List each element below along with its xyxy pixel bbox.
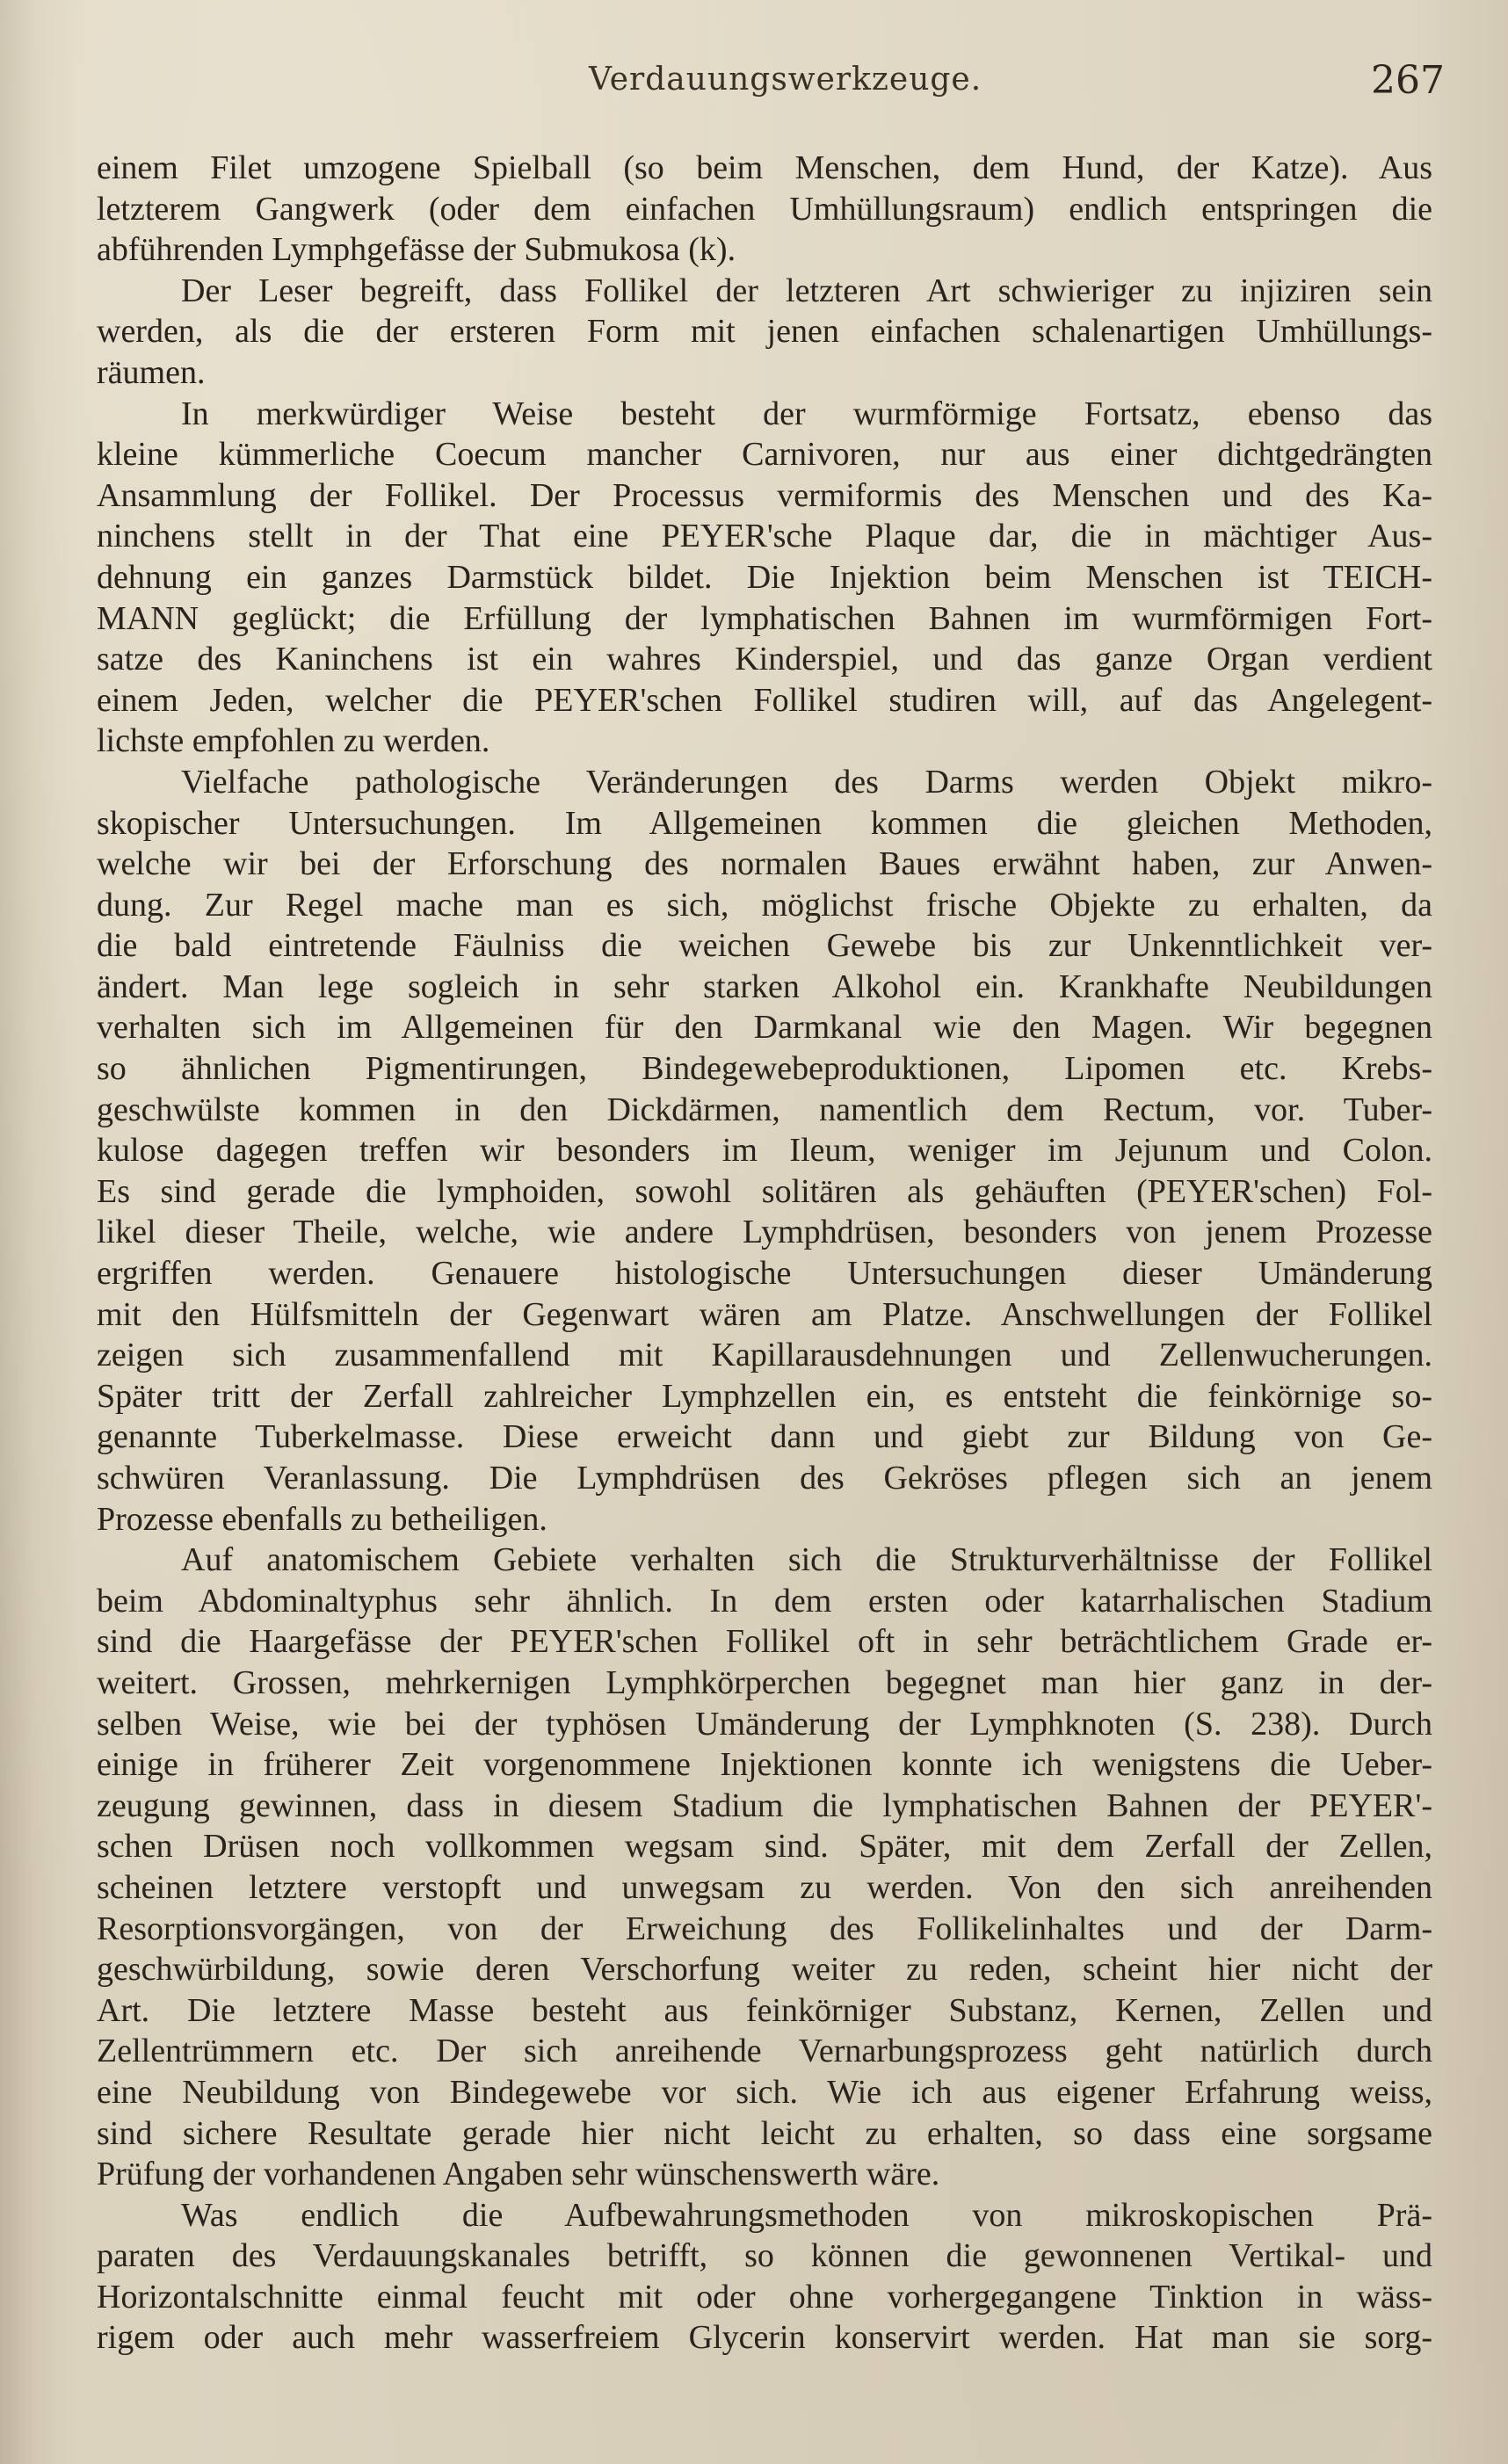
text-line: ninchens stellt in der That eine PEYER'sche Plaque dar, die in mächtiger Aus-: [97, 518, 1432, 555]
text-line: sind sichere Resultate gerade hier nicht leicht zu erhalten, so dass eine sorgsame: [97, 2114, 1432, 2152]
text-line: räumen.: [97, 353, 206, 391]
text-line: mit den Hülfsmitteln der Gegenwart wären am Platze. Anschwellungen der Follikel: [97, 1295, 1432, 1333]
text-line: rigem oder auch mehr wasserfreiem Glycerin konservirt werden. Hat man sie sorg-: [97, 2319, 1432, 2357]
text-line: Resorptionsvorgängen, von der Erweichung des Follikelinhaltes und der Darm-: [97, 1910, 1432, 1947]
text-line: Was endlich die Aufbewahrungsmethoden von mikroskopischen Prä-: [181, 2196, 1432, 2234]
text-line: Zellentrümmern etc. Der sich anreihende Vernarbungsprozess geht natürlich durch: [97, 2033, 1432, 2070]
text-line: dehnung ein ganzes Darmstück bildet. Die Injektion beim Menschen ist TEICH-: [97, 558, 1432, 596]
body-text: [97, 148, 1432, 2359]
text-line: beim Abdominaltyphus sehr ähnlich. In dem ersten oder katarrhalischen Stadium: [97, 1582, 1432, 1620]
text-line: Auf anatomischem Gebiete verhalten sich die Strukturverhältnisse der Follikel: [181, 1541, 1432, 1579]
text-line: werden, als die der ersteren Form mit jenen einfachen schalenartigen Umhüllungs-: [97, 313, 1432, 351]
text-line: welche wir bei der Erforschung des normalen Baues erwähnt haben, zur Anwen-: [97, 845, 1432, 883]
text-line: Später tritt der Zerfall zahlreicher Lymphzellen ein, es entsteht die feinkörnige so-: [97, 1377, 1432, 1415]
text-line: so ähnlichen Pigmentirungen, Bindegewebeproduktionen, Lipomen etc. Krebs-: [97, 1050, 1432, 1088]
text-line: einige in früherer Zeit vorgenommene Injektionen konnte ich wenigstens die Ueber-: [97, 1746, 1432, 1784]
text-line: Vielfache pathologische Veränderungen des Darms werden Objekt mikro-: [181, 763, 1432, 801]
text-line: scheinen letztere verstopft und unwegsam zu werden. Von den sich anreihenden: [97, 1868, 1432, 1906]
text-line: Prozesse ebenfalls zu betheiligen.: [97, 1500, 547, 1538]
page-header: [0, 58, 1508, 114]
running-head: Verdauungswerkzeuge.: [589, 62, 982, 98]
text-line: Prüfung der vorhandenen Angaben sehr wünschenswerth wäre.: [97, 2156, 940, 2193]
page-number: 267: [1371, 58, 1445, 103]
text-line: dung. Zur Regel mache man es sich, möglichst frische Objekte zu erhalten, da: [97, 886, 1432, 924]
text-line: letzterem Gangwerk (oder dem einfachen Umhüllungsraum) endlich entspringen die: [97, 190, 1432, 228]
text-line: genannte Tuberkelmasse. Diese erweicht dann und giebt zur Bildung von Ge-: [97, 1418, 1432, 1456]
text-line: Der Leser begreift, dass Follikel der letzteren Art schwieriger zu injiziren sein: [181, 272, 1432, 309]
text-line: Horizontalschnitte einmal feucht mit oder ohne vorhergegangene Tinktion in wäss-: [97, 2278, 1432, 2315]
text-line: likel dieser Theile, welche, wie andere Lymphdrüsen, besonders von jenem Prozesse: [97, 1214, 1432, 1251]
text-line: In merkwürdiger Weise besteht der wurmförmige Fortsatz, ebenso das: [181, 395, 1432, 432]
text-line: paraten des Verdauungskanales betrifft, so können die gewonnenen Vertikal- und: [97, 2237, 1432, 2275]
text-line: eine Neubildung von Bindegewebe vor sich. Wie ich aus eigener Erfahrung weiss,: [97, 2073, 1432, 2111]
text-line: einem Jeden, welcher die PEYER'schen Follikel studiren will, auf das Angelegent-: [97, 681, 1432, 719]
text-line: kleine kümmerliche Coecum mancher Carnivoren, nur aus einer dichtgedrängten: [97, 436, 1432, 474]
text-line: verhalten sich im Allgemeinen für den Darmkanal wie den Magen. Wir begegnen: [97, 1009, 1432, 1047]
text-line: einem Filet umzogene Spielball (so beim Menschen, dem Hund, der Katze). Aus: [97, 149, 1432, 186]
text-line: ändert. Man lege sogleich in sehr starken Alkohol ein. Krankhafte Neubildungen: [97, 967, 1432, 1005]
text-line: geschwürbildung, sowie deren Verschorfung weiter zu reden, scheint hier nicht der: [97, 1951, 1432, 1989]
text-line: weitert. Grossen, mehrkernigen Lymphkörperchen begegnet man hier ganz in der-: [97, 1663, 1432, 1701]
text-line: abführenden Lymphgefässe der Submukosa (k).: [97, 231, 736, 269]
text-line: skopischer Untersuchungen. Im Allgemeinen kommen die gleichen Methoden,: [97, 804, 1432, 842]
text-line: satze des Kaninchens ist ein wahres Kinderspiel, und das ganze Organ verdient: [97, 641, 1432, 678]
text-line: ergriffen werden. Genauere histologische Untersuchungen dieser Umänderung: [97, 1255, 1432, 1293]
text-line: zeugung gewinnen, dass in diesem Stadium die lymphatischen Bahnen der PEYER'-: [97, 1786, 1432, 1824]
text-line: Es sind gerade die lymphoiden, sowohl solitären als gehäuften (PEYER'schen) Fol-: [97, 1172, 1432, 1210]
text-line: Art. Die letztere Masse besteht aus feinkörniger Substanz, Kernen, Zellen und: [97, 1991, 1432, 2029]
text-line: lichste empfohlen zu werden.: [97, 722, 490, 760]
text-line: sind die Haargefässe der PEYER'schen Follikel oft in sehr beträchtlichem Grade er-: [97, 1623, 1432, 1661]
text-line: kulose dagegen treffen wir besonders im Ileum, weniger im Jejunum und Colon.: [97, 1132, 1432, 1170]
text-line: Ansammlung der Follikel. Der Processus vermiformis des Menschen und des Ka-: [97, 476, 1432, 514]
text-line: die bald eintretende Fäulniss die weichen Gewebe bis zur Unkenntlichkeit ver-: [97, 927, 1432, 965]
text-line: MANN geglückt; die Erfüllung der lymphatischen Bahnen im wurmförmigen Fort-: [97, 599, 1432, 637]
text-line: zeigen sich zusammenfallend mit Kapillarausdehnungen und Zellenwucherungen.: [97, 1337, 1432, 1374]
text-line: schwüren Veranlassung. Die Lymphdrüsen des Gekröses pflegen sich an jenem: [97, 1460, 1432, 1497]
text-line: selben Weise, wie bei der typhösen Umänderung der Lymphknoten (S. 238). Durch: [97, 1705, 1432, 1743]
text-line: schen Drüsen noch vollkommen wegsam sind. Später, mit dem Zerfall der Zellen,: [97, 1828, 1432, 1866]
text-line: geschwülste kommen in den Dickdärmen, namentlich dem Rectum, vor. Tuber-: [97, 1091, 1432, 1128]
